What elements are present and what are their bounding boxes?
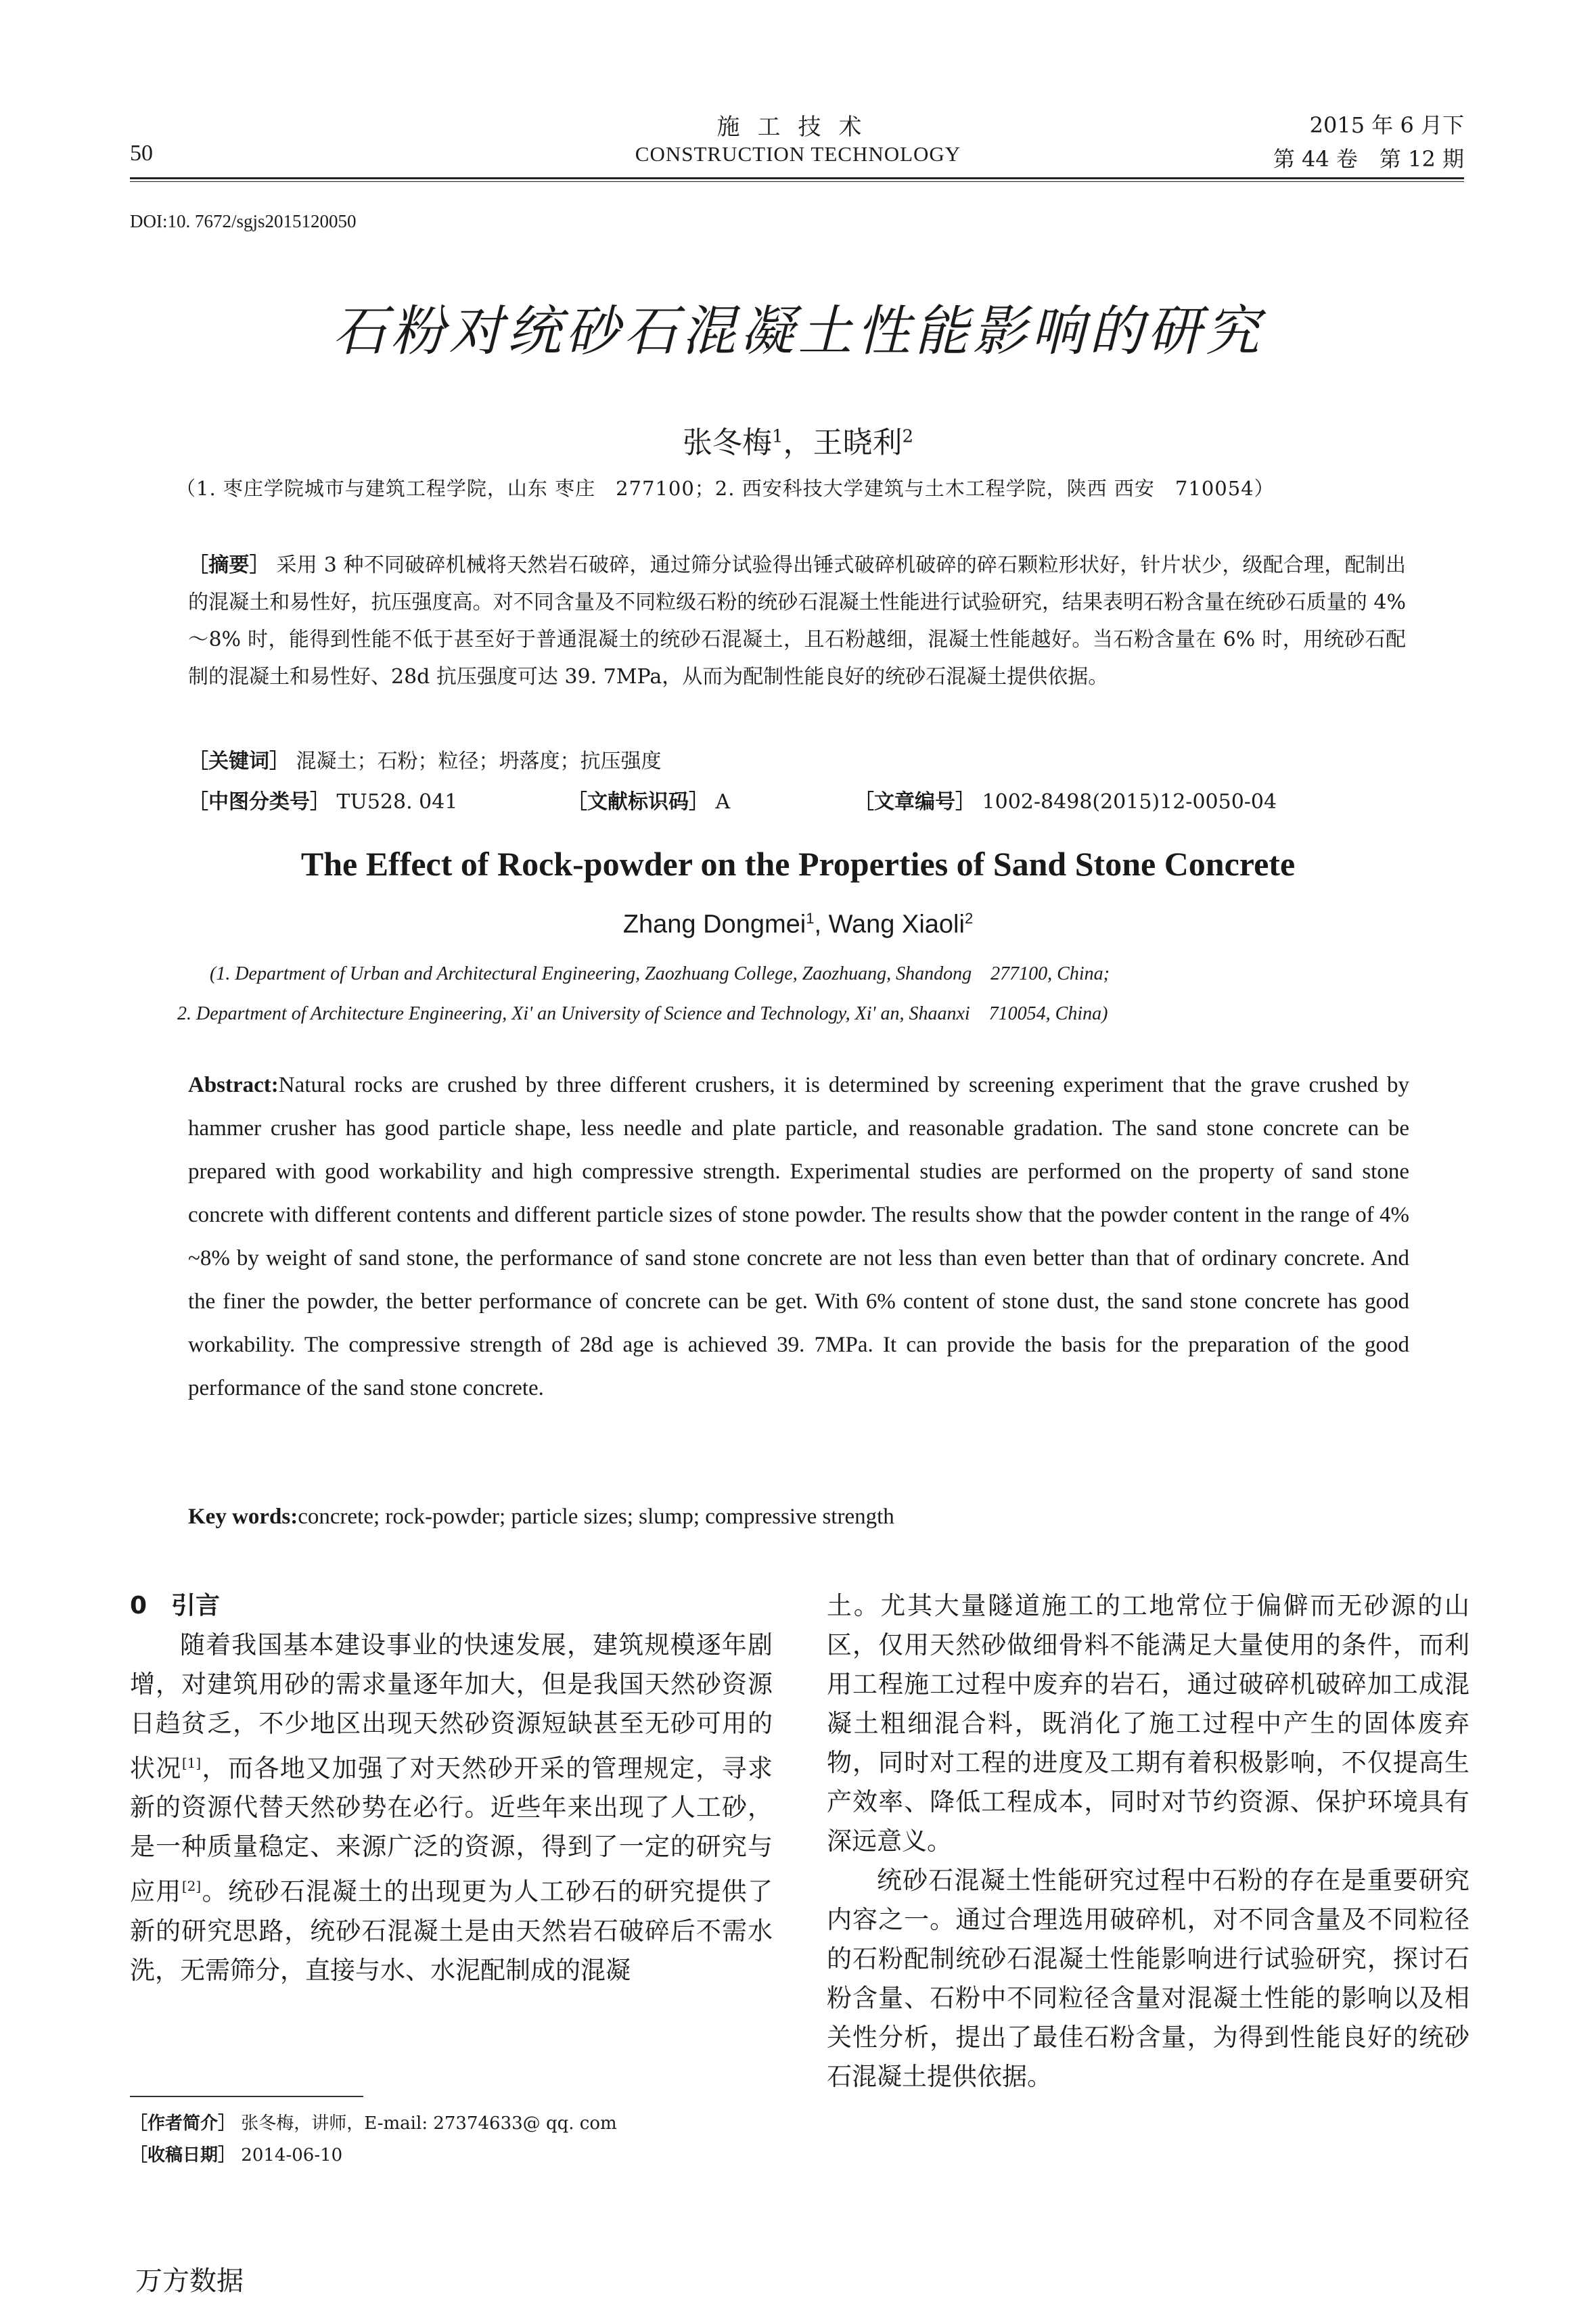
author-en-separator: , — [814, 910, 829, 939]
affiliations-cn: （1. 枣庄学院城市与建筑工程学院，山东 枣庄 277100；2. 西安科技大学建筑与土木工程学院，陕西 西安 710054） — [176, 477, 1275, 500]
doc-value: A — [715, 790, 731, 814]
clc-label: ［中图分类号］ — [188, 790, 330, 814]
author-en-1: Zhang Dongmei — [622, 910, 806, 939]
abstract-en-label: Abstract: — [188, 1073, 279, 1097]
footnote-received — [130, 2141, 342, 2166]
page-number: 50 — [130, 141, 153, 166]
footnote-rule — [130, 2096, 363, 2097]
abstract-cn-text: 采用 3 种不同破碎机械将天然岩石破碎，通过筛分试验得出锤式破碎机破碎的碎石颗粒形状好，针片状少，级配合理，配制出的混凝土和易性好，抗压强度高。对不同含量及不同粒级石粉的统砂石混凝土性能进行试验研究，结果表明石粉含量在统砂石质量的 4% ～8% 时，能得到性能不低于甚至好于普通混凝土的统砂石混凝土，且石粉越细，混凝土性能越好。当石粉含量在 6% 时，用统砂石配制的混凝土和易性好、28d 抗压强度可达 39. 7MPa，从而为配制性能良好的统砂石混凝土提供依据。 — [188, 553, 1406, 689]
article-number — [854, 785, 1277, 815]
keywords-cn — [188, 744, 1406, 774]
affiliation-en-2: 2. Department of Architecture Engineering, Xi' an University of Science and Technology, Xi' an, Shaanxi 710054, China) — [177, 1003, 1108, 1024]
doc-label: ［文献标识码］ — [567, 790, 709, 814]
header-rule-thin — [130, 181, 1464, 182]
author-cn-separator: ， — [783, 426, 813, 460]
intro-text-a: 随着我国基本建设事业的快速发展，建筑规模逐年剧增，对建筑用砂的需求量逐年加大，但是我国天然砂资源日趋贫乏，不少地区出现天然砂资源短缺甚至无砂可用的状况 — [130, 1630, 773, 1783]
author-cn-2-sup: 2 — [902, 426, 914, 447]
intro-paragraph-2: 统砂石混凝土性能研究过程中石粉的存在是重要研究内容之一。通过合理选用破碎机，对不同含量及不同粒径的石粉配制统砂石混凝土性能影响进行试验研究，探讨石粉含量、石粉中不同粒径含量对混凝土性能的影响以及相关性分析，提出了最佳石粉含量，为得到性能良好的统砂石混凝土提供依据。 — [827, 1866, 1469, 2091]
footnote-received-text: 2014-06-10 — [241, 2145, 343, 2165]
intro-text-c: 。统砂石混凝土的出现更为人工砂石的研究提供了新的研究思路，统砂石混凝土是由天然岩石破碎后不需水洗，无需筛分，直接与水、水泥配制成的混凝 — [130, 1877, 773, 1985]
footnote-received-label: ［收稿日期］ — [130, 2145, 236, 2165]
author-en-2-sup: 2 — [964, 910, 974, 927]
citation-2: [2] — [181, 1878, 202, 1895]
author-en-2: Wang Xiaoli — [828, 910, 965, 939]
doc-code — [567, 785, 730, 815]
intro-text-b: ，而各地又加强了对天然砂开采的管理规定，寻求新的资源代替天然砂势在必行。近些年来出现了人工砂，是一种质量稳定、来源广泛的资源，得到了一定的研究与应用 — [130, 1753, 773, 1906]
keywords-en-text: concrete; rock-powder; particle sizes; slump; compressive strength — [298, 1505, 894, 1529]
issue-date: 2015 年 6 月下 — [1309, 112, 1464, 138]
affiliation-en-1: (1. Department of Urban and Architectural Engineering, Zaozhuang College, Zaozhuang, Shandong 277100, China; — [210, 963, 1110, 984]
keywords-cn-text: 混凝土；石粉；粒径；坍落度；抗压强度 — [296, 750, 662, 773]
title-en: The Effect of Rock-powder on the Properties of Sand Stone Concrete — [300, 845, 1296, 883]
clc-value: TU528. 041 — [336, 790, 458, 814]
author-cn-2: 王晓利 — [813, 426, 903, 460]
issue-volume: 第 44 卷 第 12 期 — [1273, 146, 1464, 172]
footnote-author-label: ［作者简介］ — [130, 2113, 236, 2134]
citation-1: [1] — [181, 1755, 202, 1771]
section-heading-intro: 0 引言 — [130, 1592, 221, 1620]
article-label: ［文章编号］ — [854, 790, 976, 814]
author-cn-1-sup: 1 — [771, 426, 783, 447]
authors-cn — [0, 418, 1596, 461]
keywords-en-label: Key words: — [188, 1505, 298, 1529]
abstract-cn-label: ［摘要］ — [188, 553, 270, 577]
doi: DOI:10. 7672/sgjs2015120050 — [130, 211, 357, 231]
author-cn-1: 张冬梅 — [682, 426, 772, 460]
footnote-author — [130, 2109, 617, 2134]
header-rule — [130, 177, 1464, 179]
title-cn: 石粉对统砂石混凝土性能影响的研究 — [332, 300, 1264, 363]
watermark: 万方数据 — [135, 2266, 244, 2297]
footnote-author-text: 张冬梅，讲师，E-mail: 27374633@ qq. com — [241, 2113, 617, 2134]
abstract-cn — [188, 547, 1406, 695]
journal-name-cn: 施工技术 — [716, 114, 880, 141]
keywords-cn-label: ［关键词］ — [188, 750, 290, 773]
abstract-en — [188, 1063, 1409, 1410]
journal-name-en: CONSTRUCTION TECHNOLOGY — [635, 142, 961, 166]
authors-en — [0, 910, 1596, 940]
author-en-1-sup: 1 — [806, 910, 815, 927]
intro-paragraph-1-cont: 土。尤其大量隧道施工的工地常位于偏僻而无砂源的山区，仅用天然砂做细骨料不能满足大量使用的条件，而利用工程施工过程中废弃的岩石，通过破碎机破碎加工成混凝土粗细混合料，既消化了施工过程中产生的固体废弃物，同时对工程的进度及工期有着积极影响，不仅提高生产效率、降低工程成本，同时对节约资源、保护环境具有深远意义。 — [827, 1591, 1469, 1856]
clc-code — [188, 785, 457, 815]
abstract-en-text: Natural rocks are crushed by three different crushers, it is determined by screening experiment that the grave crushed by hammer crusher has good particle shape, less needle and plate particle, and reasonable gradation. The sand stone concrete can be prepared with good workability and high compressive strength. Experimental studies are performed on the property of sand stone concrete with different contents and different particle sizes of stone powder. The results show that the powder content in the range of 4% ~8% by weight of sand stone, the performance of sand stone concrete are not less than even better than that of ordinary concrete. And the finer the powder, the better performance of concrete can be get. With 6% content of stone dust, the sand stone concrete has good workability. The compressive strength of 28d age is achieved 39. 7MPa. It can provide the basis for the preparation of the good performance of the sand stone concrete. — [188, 1073, 1409, 1400]
article-value: 1002-8498(2015)12-0050-04 — [982, 790, 1277, 814]
body-column-left — [130, 1586, 773, 1990]
body-column-right — [827, 1586, 1469, 2096]
keywords-en — [188, 1505, 1409, 1530]
intro-paragraph-1 — [130, 1626, 773, 1990]
